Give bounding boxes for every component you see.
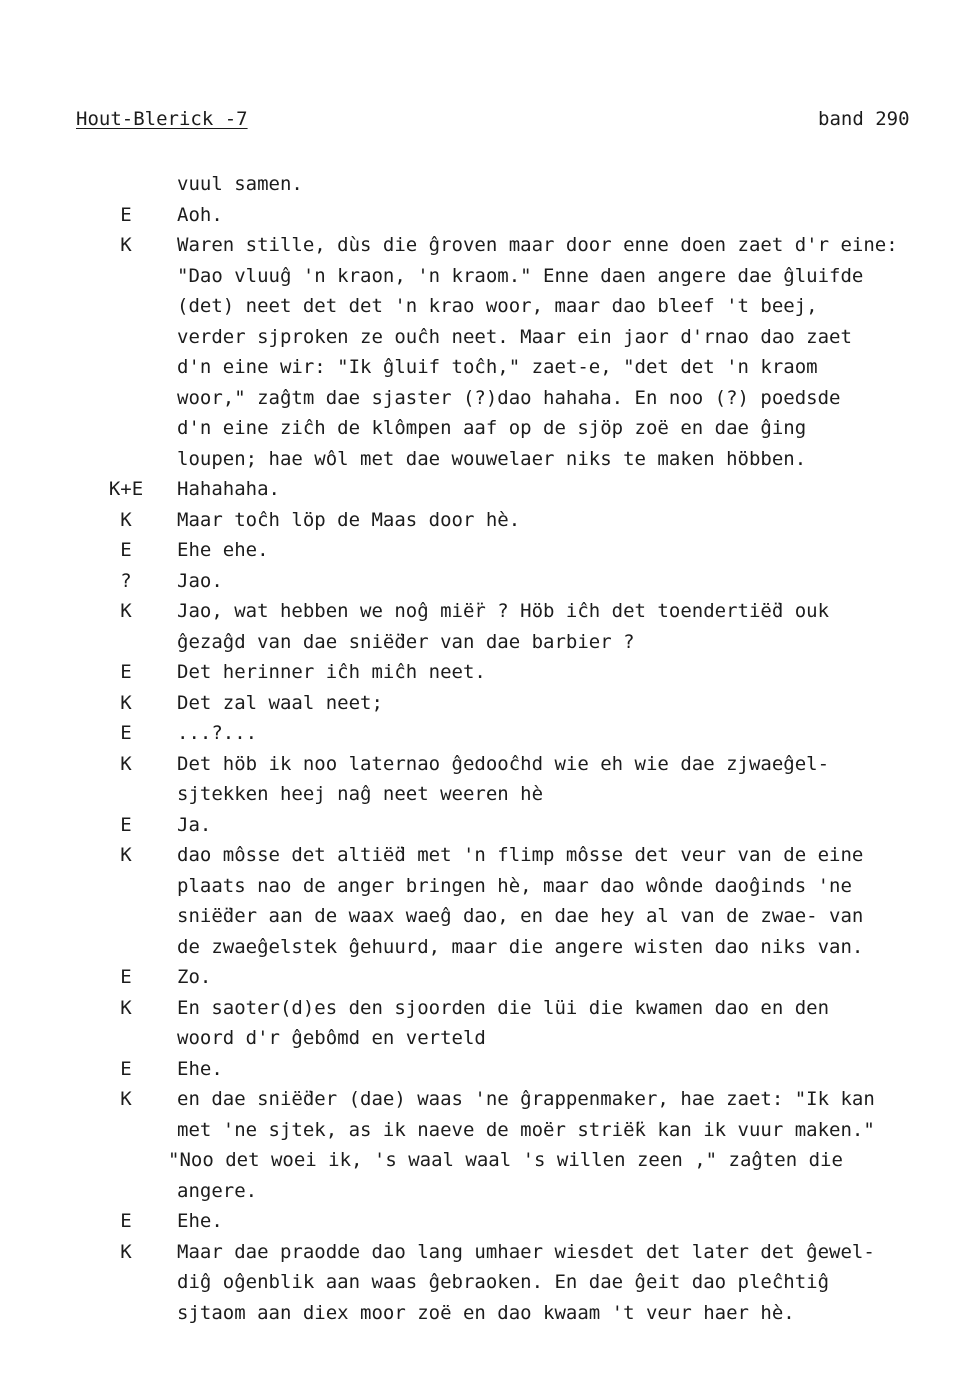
transcript-line: "Dao vluuĝ 'n kraon, 'n kraom." Enne daen angere dae ĝluifde <box>177 264 864 287</box>
transcript-line: (det) neet det det 'n krao woor, maar dao bleef 't beej, <box>177 295 818 317</box>
transcript-line: d'n eine wir: "Ik ĝluif toĉh," zaet-e, "det det 'n kraom <box>177 356 818 378</box>
transcript-turn <box>0 1237 979 1329</box>
speaker-label: E <box>120 1210 132 1232</box>
transcript-line: verder sjproken ze ouĉh neet. Maar ein jaor d'rnao dao zaet <box>177 325 852 348</box>
transcript-line: Zo. <box>177 966 212 988</box>
transcript-turn <box>0 1084 979 1206</box>
transcript-line: Ehe. <box>177 1057 223 1080</box>
transcript-turn <box>0 840 979 962</box>
transcript-line: Maar toĉh löp de Maas door hè. <box>177 508 521 531</box>
transcript-turn <box>0 1206 979 1237</box>
transcript-line: Maar dae praodde dao lang umhaer wiesdet det later det ĝewel- <box>177 1240 875 1263</box>
transcript-turn <box>0 169 979 200</box>
transcript-line: en dae snië̈der (dae) waas 'ne ĝrappenmaker, hae zaet: "Ik kan <box>177 1088 875 1110</box>
transcript-turn <box>0 230 979 474</box>
transcript-line: diĝ oĝenblik aan waas ĝebraoken. En dae ĝeit dao pleĉhtiĝ <box>177 1271 830 1293</box>
transcript-turn <box>0 657 979 688</box>
speaker-label: K <box>120 600 132 622</box>
transcript-turn <box>0 962 979 993</box>
transcript-turn <box>0 993 979 1054</box>
transcript-line: Hahahaha. <box>177 478 280 500</box>
transcript-turn <box>0 596 979 657</box>
transcript-turn <box>0 718 979 749</box>
transcript-line: Jao. <box>177 569 223 592</box>
transcript-line: Ja. <box>177 813 212 836</box>
transcript-body <box>0 169 979 1328</box>
transcript-line: En saoter(d)es den sjoorden die lüi die kwamen dao en den <box>177 996 830 1019</box>
transcript-line: sjtekken heej naĝ neet weeren hè <box>177 783 544 805</box>
transcript-line: woor," zaĝtm dae sjaster (?)dao hahaha. En noo (?) poedsde <box>177 386 841 409</box>
transcript-turn <box>0 1054 979 1085</box>
transcript-turn <box>0 535 979 566</box>
transcript-line: ...?... <box>177 722 258 744</box>
transcript-line: ĝezaĝd van dae snië̈der van dae barbier ? <box>177 630 635 653</box>
transcript-turn <box>0 474 979 505</box>
transcript-line: angere. <box>177 1179 258 1202</box>
transcript-line: Ehe. <box>177 1210 223 1232</box>
speaker-label: E <box>120 966 132 988</box>
transcript-line: vuul samen. <box>177 173 303 195</box>
speaker-label: K+E <box>108 478 144 500</box>
transcript-line: Det zal waal neet; <box>177 691 383 714</box>
transcript-line: snië̈der aan de waax waeĝ dao, en dae hey al van de zwae- van <box>177 905 864 927</box>
transcript-line: Aoh. <box>177 203 223 226</box>
speaker-label: E <box>120 813 132 836</box>
transcript-line: Det höb ik noo laternao ĝedooĉhd wie eh wie dae zjwaeĝel- <box>177 752 830 775</box>
transcript-line: dao môsse det altië̈d met 'n flimp môsse det veur van de eine <box>177 844 864 866</box>
transcript-line: d'n eine ziĉh de klômpen aaf op de sjöp zoë en dae ĝing <box>177 417 807 439</box>
transcript-line: Det herinner iĉh miĉh neet. <box>177 661 486 683</box>
transcript-line: Jao, wat hebben we noĝ mië̈r ? Höb iĉh det toendertië̈d ouk <box>177 600 830 622</box>
speaker-label: K <box>120 234 132 256</box>
transcript-line: sjtaom aan diex moor zoë en dao kwaam 't veur haer hè. <box>177 1301 795 1324</box>
transcript-line: woord d'r ĝebômd en verteld <box>177 1027 486 1049</box>
transcript-line: de zwaeĝelstek ĝehuurd, maar die angere wisten dao niks van. <box>177 935 864 958</box>
speaker-label: ? <box>120 569 132 592</box>
speaker-label: K <box>120 844 132 866</box>
transcript-line: met 'ne sjtek, as ik naeve de moër strië̈k kan ik vuur maken." <box>177 1118 875 1141</box>
transcript-line: loupen; hae wôl met dae wouwelaer niks te maken höbben. <box>177 447 807 470</box>
band-number: band 290 <box>818 108 910 130</box>
document-title: Hout-Blerick -7 <box>76 108 248 130</box>
transcript-turn <box>0 566 979 597</box>
transcript-line: Ehe ehe. <box>177 539 269 561</box>
speaker-label: E <box>120 661 132 683</box>
transcript-turn <box>0 749 979 810</box>
speaker-label: E <box>120 722 132 744</box>
speaker-label: K <box>120 996 132 1019</box>
transcript-line: Waren stille, dùs die ĝroven maar door enne doen zaet d'r eine: <box>177 234 898 256</box>
transcript-turn <box>0 505 979 536</box>
transcript-turn <box>0 810 979 841</box>
transcript-turn <box>0 200 979 231</box>
speaker-label: K <box>120 752 132 775</box>
speaker-label: K <box>120 1088 132 1110</box>
speaker-label: E <box>120 203 132 226</box>
transcript-line: "Noo det woei ik, 's waal waal 's willen zeen ," zaĝten die <box>168 1149 843 1171</box>
speaker-label: E <box>120 1057 132 1080</box>
speaker-label: K <box>120 508 132 531</box>
speaker-label: K <box>120 691 132 714</box>
speaker-label: K <box>120 1240 132 1263</box>
speaker-label: E <box>120 539 132 561</box>
transcript-turn <box>0 688 979 719</box>
transcript-line: plaats nao de anger bringen hè, maar dao wônde daoĝinds 'ne <box>177 874 852 897</box>
